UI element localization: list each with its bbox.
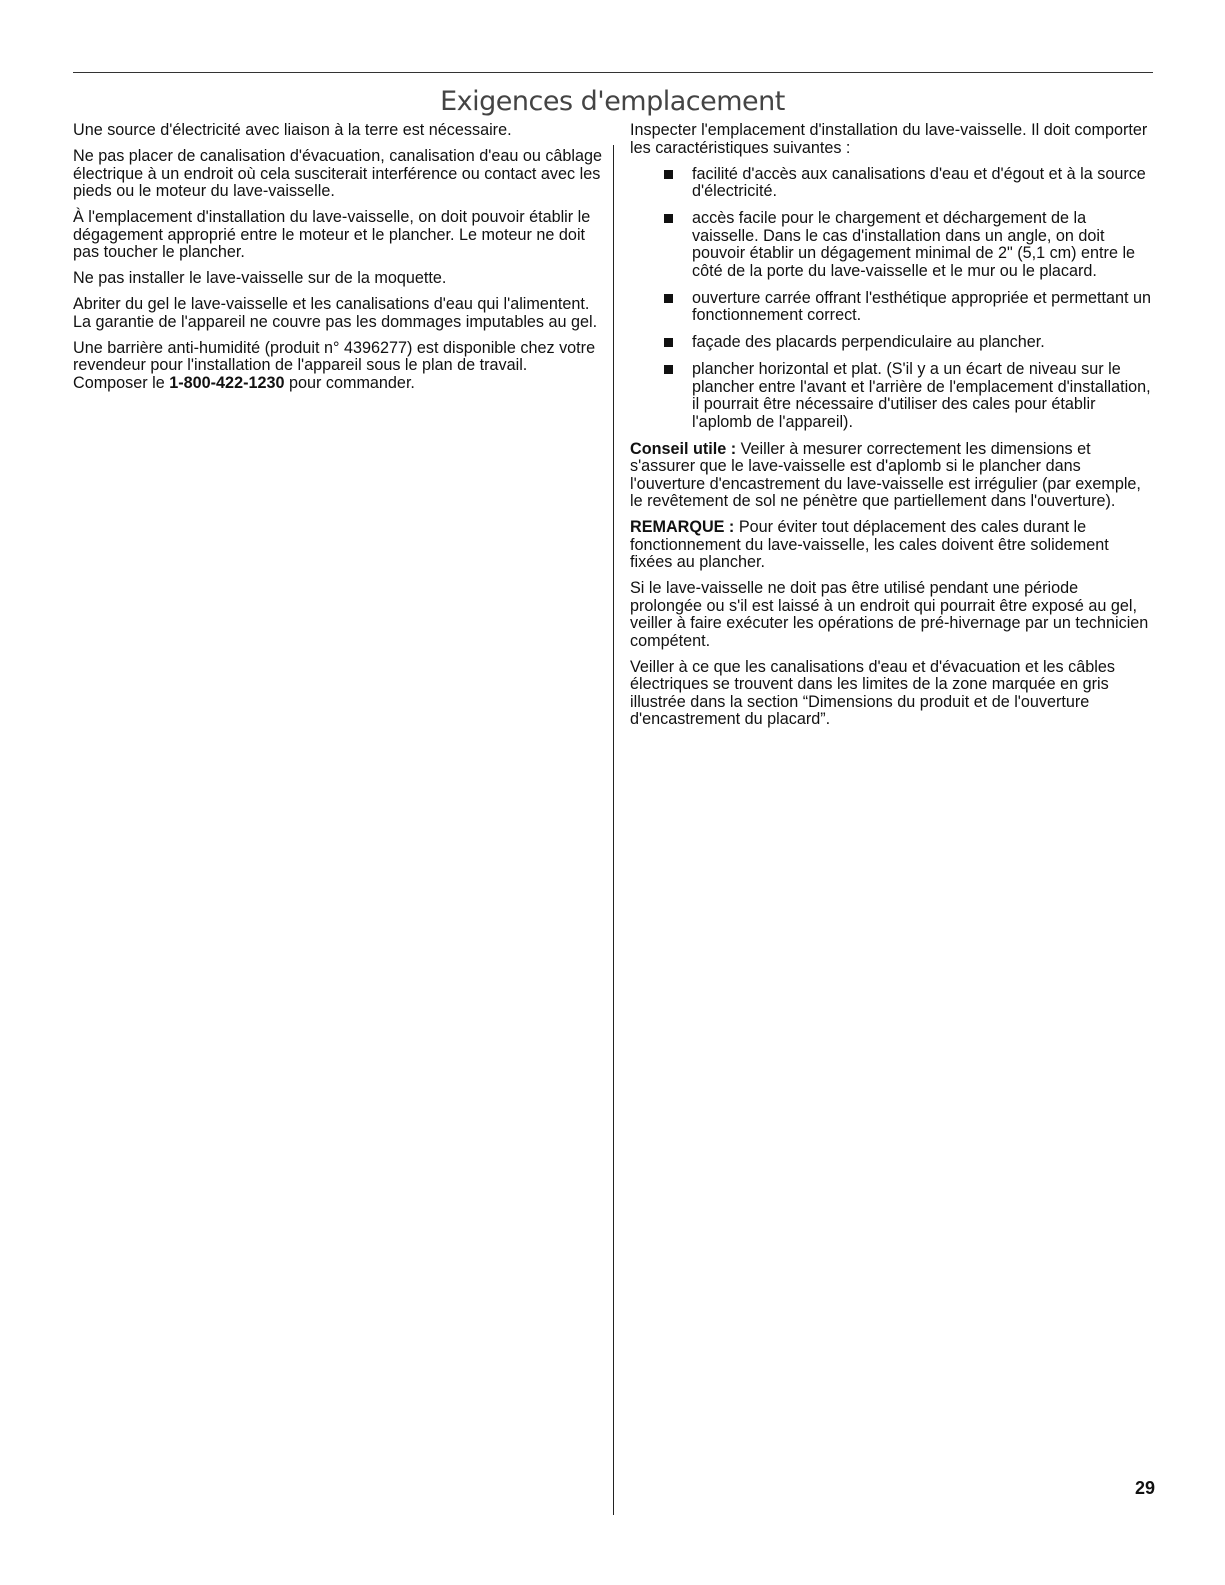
right-column bbox=[630, 122, 1154, 737]
paragraph-freeze: Abriter du gel le lave-vaisselle et les canalisations d'eau qui l'alimentent. La garantie de l'appareil ne couvre pas les dommages imputables au gel. bbox=[73, 295, 598, 331]
paragraph-carpet: Ne pas installer le lave-vaisselle sur de la moquette. bbox=[73, 269, 447, 287]
square-bullet-icon bbox=[664, 214, 673, 223]
list-item bbox=[630, 166, 1154, 201]
list-item-text: accès facile pour le chargement et déchargement de la vaisselle. Dans le cas d'installation dans un angle, on doit pouvoir établir un dégagement minimal de 2" (5,1 cm) entre le côté de la porte du lave-vaisselle et le mur ou le placard. bbox=[692, 209, 1136, 280]
paragraph-moisture-barrier bbox=[73, 340, 603, 393]
list-item-text: plancher horizontal et plat. (S'il y a un écart de niveau sur le plancher entre l'avant et l'arrière de l'emplacement d'installation, il pourrait être nécessaire d'utiliser des cales pour établir l'aplomb de l'appareil). bbox=[692, 360, 1151, 431]
list-item-text: facilité d'accès aux canalisations d'eau et d'égout et à la source d'électricité. bbox=[692, 164, 1146, 200]
paragraph-winterizing: Si le lave-vaisselle ne doit pas être utilisé pendant une période prolongée ou s'il est laissé à un endroit qui pourrait être exposé au gel, veiller à faire exécuter les opérations de pré-hivernage par un technicien compétent. bbox=[630, 579, 1149, 650]
note-label: REMARQUE : bbox=[630, 518, 735, 536]
paragraph-inspect: Inspecter l'emplacement d'installation du lave-vaisselle. Il doit comporter les caractéristiques suivantes : bbox=[630, 121, 1148, 157]
requirements-list bbox=[630, 166, 1154, 432]
tip-label: Conseil utile : bbox=[630, 439, 737, 458]
phone-number: 1-800-422-1230 bbox=[169, 373, 285, 392]
list-item bbox=[630, 290, 1154, 325]
square-bullet-icon bbox=[664, 365, 673, 374]
page-number: 29 bbox=[1134, 1478, 1155, 1498]
square-bullet-icon bbox=[664, 294, 673, 303]
paragraph-note bbox=[630, 519, 1154, 572]
list-item bbox=[630, 361, 1154, 431]
list-item-text: façade des placards perpendiculaire au plancher. bbox=[692, 333, 1045, 351]
top-rule bbox=[73, 72, 1153, 73]
note-text: Pour éviter tout déplacement des cales durant le fonctionnement du lave-vaisselle, les cales doivent être solidement fixées au plancher. bbox=[630, 518, 1109, 571]
page-title: Exigences d'emplacement bbox=[440, 86, 785, 117]
list-item bbox=[630, 210, 1154, 280]
paragraph-gray-zone: Veiller à ce que les canalisations d'eau et d'évacuation et les câbles électriques se trouvent dans les limites de la zone marquée en gris illustrée dans la section “Dimensions du produit et de l'ouverture d'encastrement du placard”. bbox=[630, 657, 1115, 728]
square-bullet-icon bbox=[664, 338, 673, 347]
paragraph-tip bbox=[630, 441, 1154, 511]
paragraph-ground: Une source d'électricité avec liaison à la terre est nécessaire. bbox=[73, 121, 512, 139]
tip-text: Veiller à mesurer correctement les dimensions et s'assurer que le lave-vaisselle est d'aplomb si le plancher dans l'ouverture d'encastrement du lave-vaisselle est irrégulier (par exemple, le revêtement de sol ne pénètre que partiellement dans l'ouverture). bbox=[630, 439, 1141, 510]
moisture-barrier-text-end: pour commander. bbox=[284, 373, 415, 392]
moisture-barrier-text: Une barrière anti-humidité (produit n° 4396277) est disponible chez votre revendeur pour l'installation de l'appareil sous le plan de travail. Composer le bbox=[73, 338, 596, 392]
list-item-text: ouverture carrée offrant l'esthétique appropriée et permettant un fonctionnement correct. bbox=[692, 288, 1152, 324]
column-divider bbox=[613, 145, 614, 1515]
list-item bbox=[630, 334, 1154, 352]
paragraph-drain-placement: Ne pas placer de canalisation d'évacuation, canalisation d'eau ou câblage électrique à un endroit où cela susciterait interférence ou contact avec les pieds ou le moteur du lave-vaisselle. bbox=[73, 147, 603, 200]
left-column bbox=[73, 122, 603, 401]
square-bullet-icon bbox=[664, 170, 673, 179]
paragraph-motor-clearance: À l'emplacement d'installation du lave-vaisselle, on doit pouvoir établir le dégagement approprié entre le moteur et le plancher. Le moteur ne doit pas toucher le plancher. bbox=[73, 208, 591, 261]
